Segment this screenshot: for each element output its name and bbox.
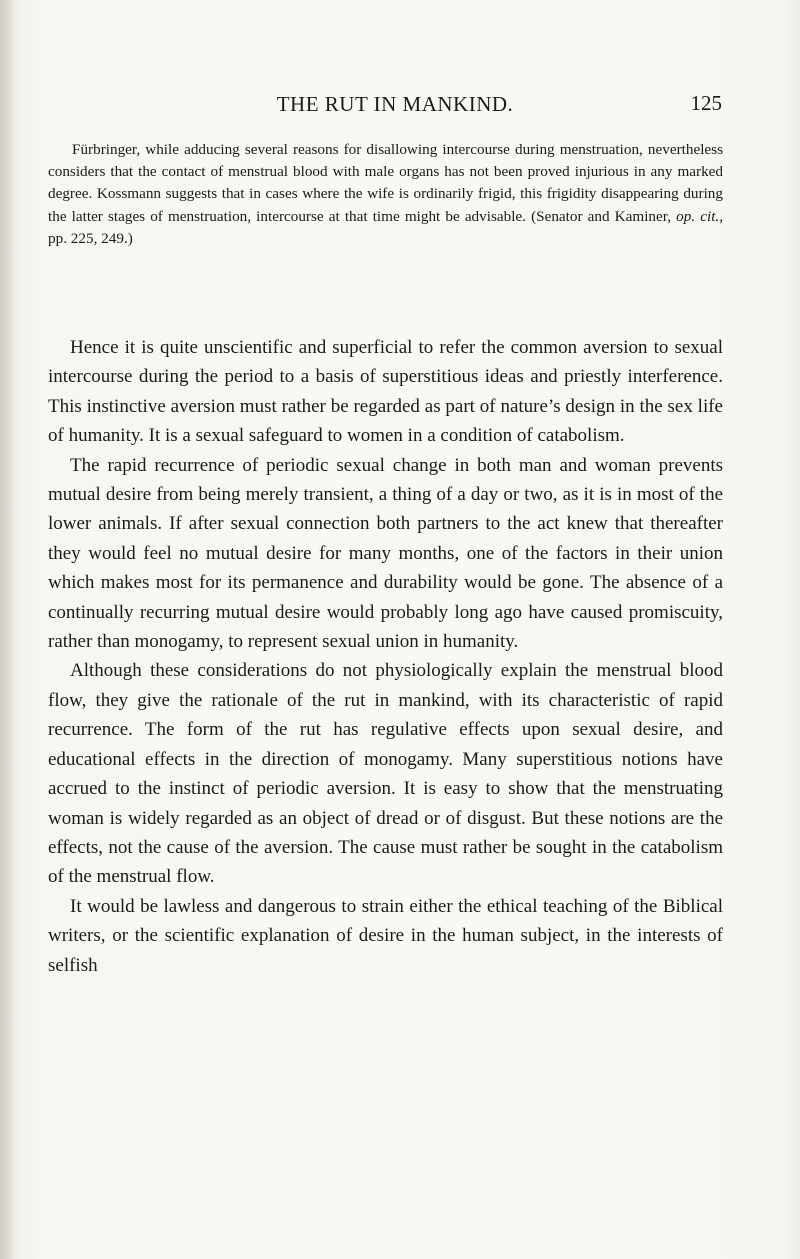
- binding-shadow: [0, 0, 14, 1259]
- main-text: [48, 333, 723, 980]
- footnote-pages: , pp. 225, 249.): [48, 207, 724, 247]
- body-paragraph: Although these considerations do not physiologically explain the menstrual blood flow, they give the rationale of the rut in mankind, with its characteristic of rapid recurrence. The form of the rut has regulative effects upon sexual desire, and educational effects in the direction of monogamy. Many superstitious notions have accrued to the instinct of periodic aversion. It is easy to show that the menstruating woman is widely regarded as an object of dread or of disgust. But these notions are the effects, not the cause of the aversion. The cause must rather be sought in the catabolism of the menstrual flow.: [48, 660, 723, 888]
- footnote-paragraph: [48, 139, 723, 250]
- body-paragraph: The rapid recurrence of periodic sexual change in both man and woman prevents mutual desire from being merely transient, a thing of a day or two, as it is in most of the lower animals. If after sexual connection both partners to the act knew that thereafter they would feel no mutual desire for many months, one of the factors in their union which makes most for its permanence and durability would be gone. The absence of a continually recurring mutual desire would probably long ago have caused promiscuity, rather than monogamy, to represent sexual union in humanity.: [48, 454, 723, 653]
- footnote-text: Fürbringer, while adducing several reasons for disallowing intercourse during menstruation, nevertheless considers that the contact of menstrual blood with male organs has not been proved injurious in any marked degree. Kossmann suggests that in cases where the wife is ordinarily frigid, this frigidity disappearing during the latter stages of menstruation, intercourse at that time might be advisable. (Senator and Kaminer,: [48, 141, 723, 225]
- body-paragraph: Hence it is quite unscientific and superficial to refer the common aversion to sexual intercourse during the period to a basis of superstitious ideas and priestly interference. This instinctive aversion must rather be regarded as part of nature’s design in the sex life of humanity. It is a sexual safeguard to women in a condition of catabolism.: [48, 337, 723, 447]
- body-paragraph: It would be lawless and dangerous to strain either the ethical teaching of the Biblical writers, or the scientific explanation of desire in the human subject, in the interests of selfish: [48, 895, 723, 976]
- running-title: THE RUT IN MANKIND.: [276, 92, 514, 116]
- footnote-citation: op. cit.: [676, 207, 720, 225]
- page-number: 125: [690, 91, 722, 115]
